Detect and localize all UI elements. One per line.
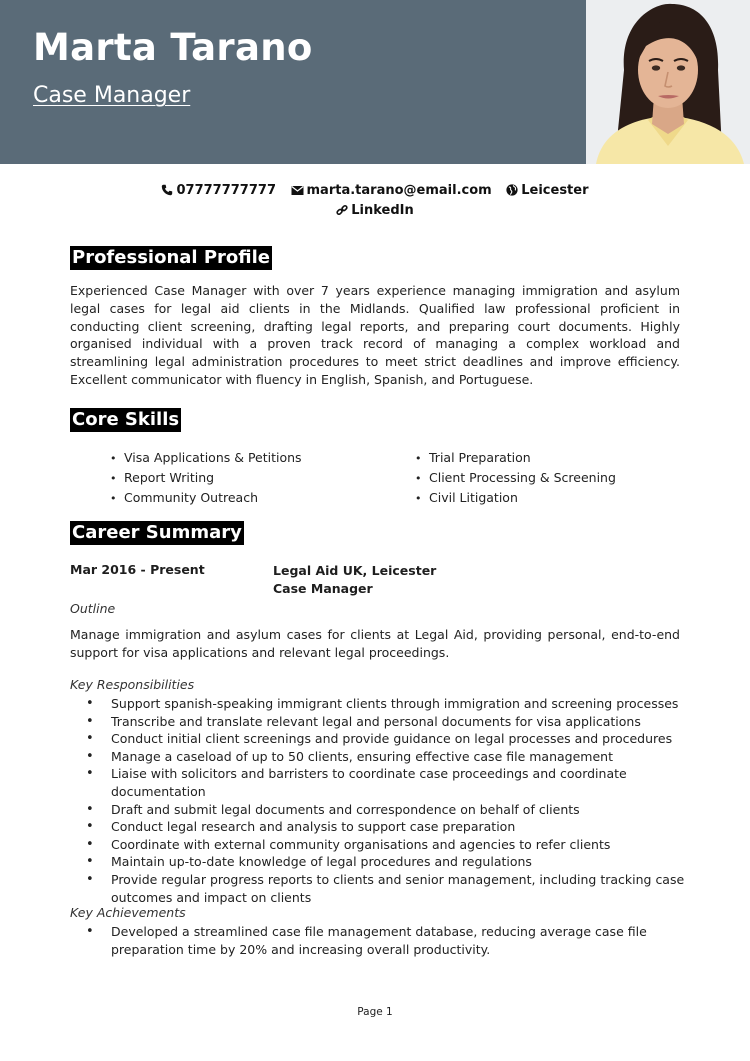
header-banner bbox=[0, 0, 750, 164]
job-employer-block bbox=[273, 562, 436, 598]
globe-icon bbox=[506, 184, 518, 196]
list-item: • Conduct initial client screenings and provide guidance on legal processes and procedures bbox=[86, 730, 686, 748]
achievements-label: Key Achievements bbox=[70, 905, 186, 920]
job-position: Case Manager bbox=[273, 581, 373, 596]
responsibilities-label: Key Responsibilities bbox=[70, 677, 195, 692]
list-item: • Provide regular progress reports to clients and senior management, including tracking case outcomes and impact on clients bbox=[86, 871, 686, 906]
skills-right-column bbox=[415, 448, 616, 508]
phone-contact[interactable] bbox=[161, 181, 276, 201]
candidate-role: Case Manager bbox=[33, 83, 191, 108]
list-item: • Liaise with solicitors and barristers to coordinate case proceedings and coordinate documentation bbox=[86, 765, 686, 800]
profile-heading: Professional Profile bbox=[72, 247, 270, 268]
list-item: • Coordinate with external community organisations and agencies to refer clients bbox=[86, 836, 686, 854]
skill-item: • Report Writing bbox=[110, 468, 302, 488]
email-text: marta.tarano@email.com bbox=[306, 183, 492, 198]
skill-item: • Civil Litigation bbox=[415, 488, 616, 508]
job-dates: Mar 2016 - Present bbox=[70, 562, 205, 577]
list-item: • Conduct legal research and analysis to support case preparation bbox=[86, 818, 686, 836]
email-contact[interactable] bbox=[291, 181, 492, 201]
job-employer: Legal Aid UK, Leicester bbox=[273, 563, 437, 578]
contact-info bbox=[0, 181, 750, 221]
outline-label: Outline bbox=[70, 601, 116, 616]
skills-heading: Core Skills bbox=[72, 409, 180, 430]
list-item: • Maintain up-to-date knowledge of legal procedures and regulations bbox=[86, 853, 686, 871]
link-icon bbox=[336, 204, 348, 216]
phone-text: 07777777777 bbox=[176, 183, 276, 198]
list-item: • Developed a streamlined case file management database, reducing average case file preparation time by 20% and increasing overall productivity. bbox=[86, 923, 686, 958]
linkedin-link[interactable] bbox=[336, 201, 414, 221]
profile-text: Experienced Case Manager with over 7 years experience managing immigration and asylum legal cases for legal aid clients in the Midlands. Qualified law professional proficient in conducting client screening, drafting legal reports, and preparing court documents. Highly organised individual with a proven track record of managing a complex workload and streamlining legal administration procedures to meet strict deadlines and improve efficiency. Excellent communicator with fluency in English, Spanish, and Portuguese. bbox=[70, 283, 680, 387]
skill-item: • Visa Applications & Petitions bbox=[110, 448, 302, 468]
list-item: • Manage a caseload of up to 50 clients, ensuring effective case file management bbox=[86, 748, 686, 766]
skill-item: • Community Outreach bbox=[110, 488, 302, 508]
profile-photo bbox=[586, 0, 750, 164]
career-heading: Career Summary bbox=[72, 522, 242, 543]
location-contact bbox=[506, 181, 588, 201]
location-text: Leicester bbox=[521, 183, 589, 198]
skill-item: • Client Processing & Screening bbox=[415, 468, 616, 488]
page-number: Page 1 bbox=[357, 1006, 393, 1018]
achievements-list bbox=[86, 923, 686, 958]
responsibilities-list bbox=[86, 695, 686, 906]
list-item: • Draft and submit legal documents and correspondence on behalf of clients bbox=[86, 801, 686, 819]
phone-icon bbox=[161, 184, 173, 196]
skill-item: • Trial Preparation bbox=[415, 448, 616, 468]
envelope-icon bbox=[291, 185, 304, 196]
outline-text: Manage immigration and asylum cases for clients at Legal Aid, providing personal, end-to-end support for visa applications and relevant legal proceedings. bbox=[70, 627, 680, 660]
linkedin-text: LinkedIn bbox=[351, 203, 414, 218]
skills-left-column bbox=[110, 448, 302, 508]
candidate-name: Marta Tarano bbox=[33, 26, 313, 69]
list-item: • Support spanish-speaking immigrant clients through immigration and screening processes bbox=[86, 695, 686, 713]
list-item: • Transcribe and translate relevant legal and personal documents for visa applications bbox=[86, 713, 686, 731]
